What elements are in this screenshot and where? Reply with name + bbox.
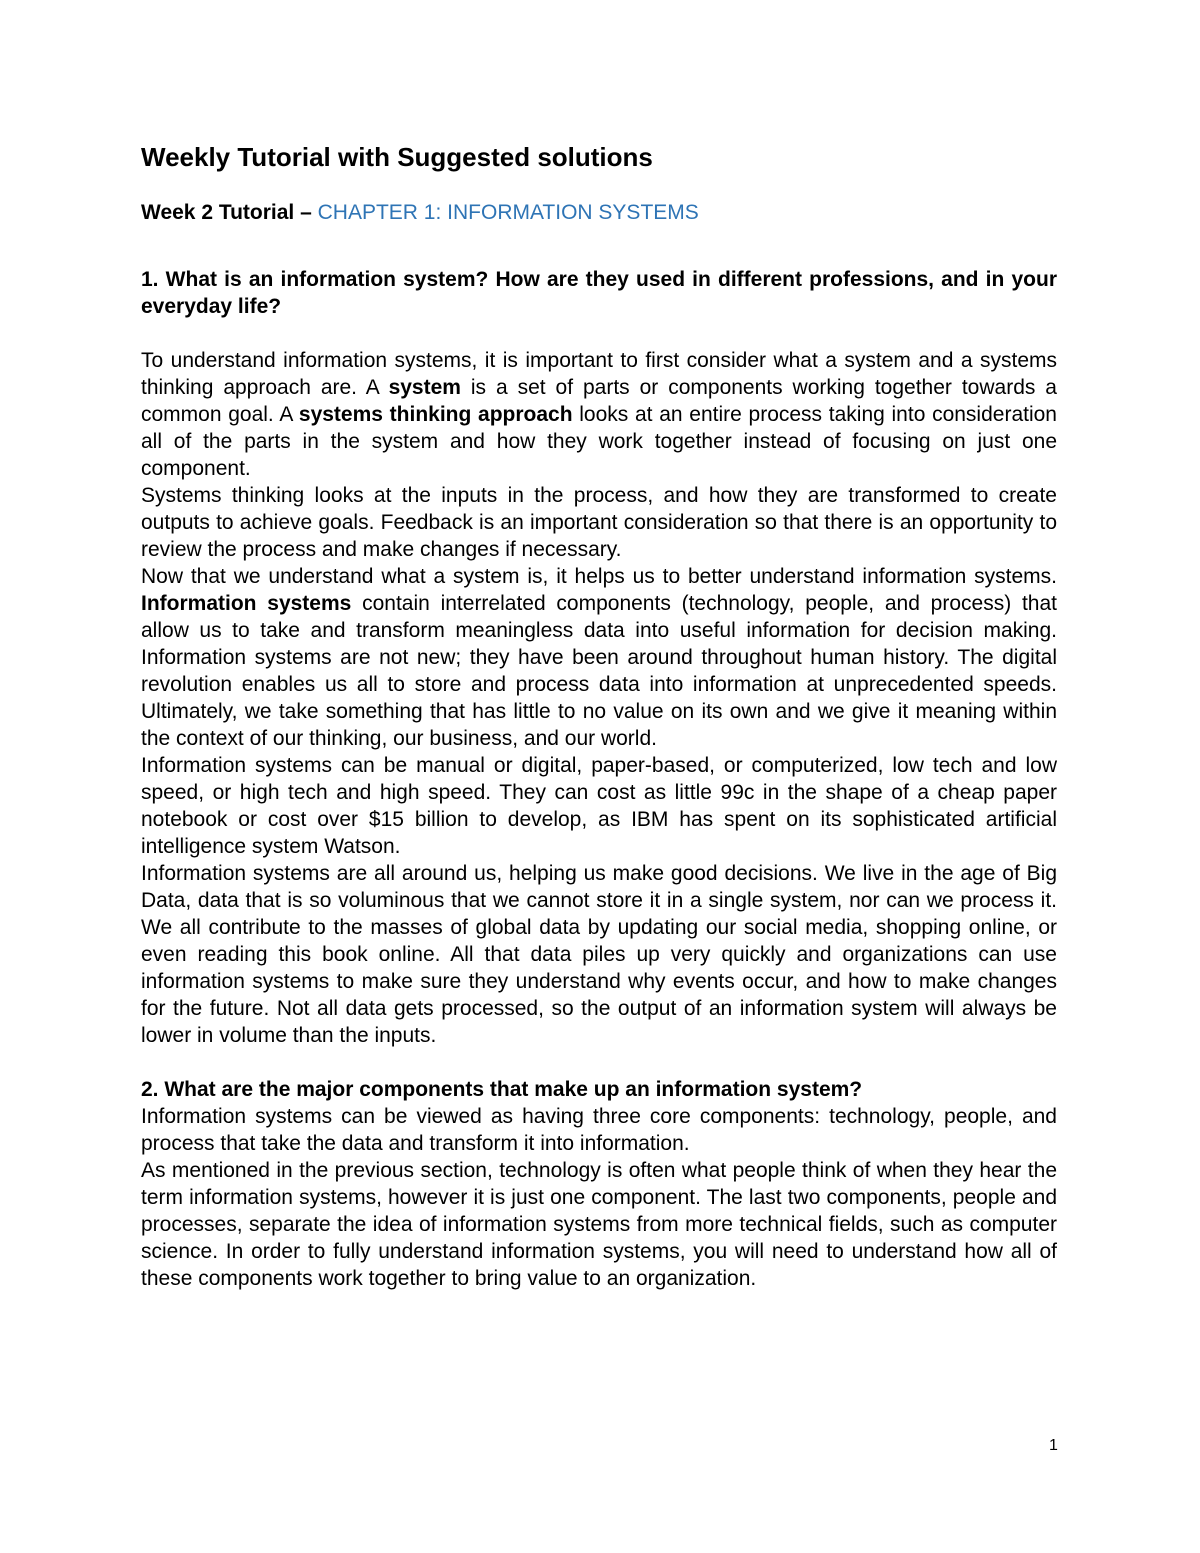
document-title: Weekly Tutorial with Suggested solutions [141, 142, 653, 172]
question-2-heading: 2. What are the major components that make up an information system? [141, 1078, 863, 1101]
q1-p1-text-1: To understand information systems, it is important to first consider what a system and a systems thinking approach are. A [141, 349, 1057, 399]
question-1-heading: 1. What is an information system? How are they used in different professions, and in your everyday life? [141, 268, 1057, 318]
q1-p1-text-3: looks at an entire process taking into consideration all of the parts in the system and how they work together instead of focusing on just one component. [141, 403, 1057, 480]
subtitle-week-label: Week 2 Tutorial – [141, 201, 318, 224]
q1-paragraph-3 [141, 563, 1057, 752]
q1-paragraph-5: Information systems are all around us, helping us make good decisions. We live in the age of Big Data, data that is so voluminous that we cannot store it in a single system, nor can we process it. We all contribute to the masses of global data by updating our social media, shopping online, or even reading this book online. All that data piles up very quickly and organizations can use information systems to make sure they understand why events occur, and how to make changes for the future. Not all data gets processed, so the output of an information system will always be lower in volume than the inputs. [141, 862, 1057, 1047]
term-system: system [388, 376, 461, 399]
term-systems-thinking-approach: systems thinking approach [298, 403, 573, 426]
q1-p3-text-2: contain interrelated components (technology, people, and process) that allow us to take and transform meaningless data into useful information for decision making. Information systems are not new; they have been around throughout human history. The digital revolution enables us all to store and process data into information at unprecedented speeds. Ultimately, we take something that has little to no value on its own and we give it meaning within the context of our thinking, our business, and our world. [141, 592, 1058, 750]
document-subtitle [141, 198, 1057, 228]
term-information-systems: Information systems [141, 592, 352, 615]
q1-p3-text-1: Now that we understand what a system is, it helps us to better understand information systems. [141, 565, 1057, 588]
q2-paragraph-2: As mentioned in the previous section, technology is often what people think of when they hear the term information systems, however it is just one component. The last two components, people and processes, separate the idea of information systems from more technical fields, such as computer science. In order to fully understand information systems, you will need to understand how all of these components work together to bring value to an organization. [141, 1159, 1057, 1290]
question-2-section [141, 1076, 1057, 1292]
q1-paragraph-1 [141, 347, 1057, 482]
document-page [141, 138, 1057, 1292]
q1-paragraph-2: Systems thinking looks at the inputs in the process, and how they are transformed to create outputs to achieve goals. Feedback is an important consideration so that there is an opportunity to review the process and make changes if necessary. [141, 484, 1057, 561]
q1-p1-text-2: is a set of parts or components working together towards a common goal. A [141, 376, 1057, 426]
q2-paragraph-1: Information systems can be viewed as having three core components: technology, people, and process that take the data and transform it into information. [141, 1105, 1057, 1155]
section-spacer [141, 1049, 1057, 1076]
page-number: 1 [1049, 1437, 1058, 1454]
subtitle-chapter-label: CHAPTER 1: INFORMATION SYSTEMS [317, 201, 699, 224]
question-1-section [141, 266, 1057, 1049]
q1-paragraph-4: Information systems can be manual or digital, paper-based, or computerized, low tech and low speed, or high tech and high speed. They can cost as little 99c in the shape of a cheap paper notebook or cost over $15 billion to develop, as IBM has spent on its sophisticated artificial intelligence system Watson. [141, 754, 1057, 858]
